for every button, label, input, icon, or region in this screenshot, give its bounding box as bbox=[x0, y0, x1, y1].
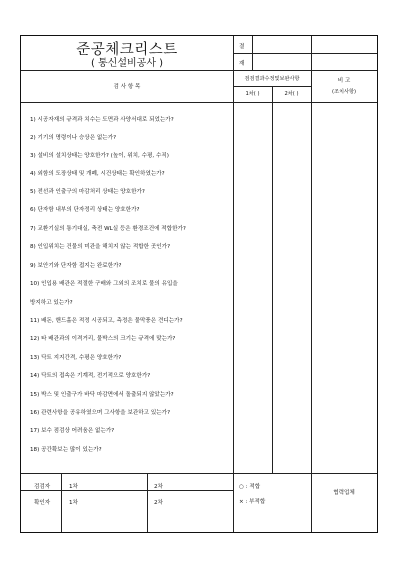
agreement-label: 협력업체 bbox=[333, 490, 355, 496]
confirmer-second: 2차 bbox=[154, 500, 163, 506]
checklist-item: 11) 배돈, 핸드홀은 적정 시공되고, 측정은 물막풍은 견디는가? bbox=[30, 318, 183, 324]
footer-top-divider bbox=[21, 473, 377, 474]
footer-row-divider bbox=[21, 490, 233, 491]
checklist-item: 4) 외함의 도장상태 및 개폐, 시건상태는 확인하였는가? bbox=[30, 171, 165, 177]
checklist-item: 8) 인입위치는 건물의 미관을 해치지 않는 적합한 곳인가? bbox=[30, 244, 171, 250]
footer-agreement-divider bbox=[311, 473, 312, 532]
checklist-item: 7) 교환기실의 통기대실, 축전 WL실 등은 환경조건에 적합한가? bbox=[30, 226, 186, 232]
approval-label-divider bbox=[252, 36, 253, 70]
approval-label-bottom: 재 bbox=[239, 61, 245, 67]
approval-row-divider bbox=[233, 53, 377, 54]
inspector-first: 1차 bbox=[69, 484, 78, 490]
footer-legend-divider bbox=[233, 473, 234, 532]
legend-bad: × : 부적합 bbox=[239, 499, 266, 505]
items-top-divider bbox=[21, 102, 377, 103]
column-header-results: 검검결과수정및보완사항 bbox=[244, 76, 300, 82]
checklist-item: 6) 단자함 내부의 단자정리 상태는 양호한가? bbox=[30, 207, 140, 213]
checklist-item: 방지하고 있는가? bbox=[30, 300, 73, 306]
checklist-item: 13) 닥트 지지간격, 수평은 양호한가? bbox=[30, 355, 122, 361]
checklist-item: 16) 관련사항을 공유하였으며 그사항을 보관하고 있는가? bbox=[30, 410, 171, 416]
items-column-divider bbox=[233, 36, 234, 473]
checklist-item: 2) 기기의 명령이나 승상은 없는가? bbox=[30, 135, 117, 141]
checklist-item: 18) 공간확보는 많이 있는가? bbox=[30, 447, 102, 453]
checklist-item: 9) 보안기와 단자함 접지는 완료한가? bbox=[30, 263, 122, 269]
checklist-item: 3) 설비의 설치상태는 양호한가? (높이, 위치, 수평, 수직) bbox=[30, 153, 169, 159]
inspector-second: 2차 bbox=[154, 484, 163, 490]
checklist-item: 1) 시공자재의 규격과 치수는 도면과 사양서대로 되었는가? bbox=[30, 117, 174, 123]
checklist-form bbox=[20, 35, 378, 533]
column-header-second: 2차( ) bbox=[284, 91, 299, 97]
confirmer-label: 확인자 bbox=[34, 500, 51, 506]
checklist-item: 10) 인입용 배관은 적절한 구배와 그외의 조치로 물의 유입을 bbox=[30, 281, 178, 287]
first-second-divider bbox=[272, 86, 273, 473]
checklist-item: 17) 보수 점검상 어려움은 없는가? bbox=[30, 428, 115, 434]
checklist-item: 5) 전선과 인출구의 마감처리 상태는 양호한가? bbox=[30, 189, 145, 195]
inspector-label: 검검자 bbox=[34, 484, 51, 490]
checklist-item: 15) 박스 및 인출구가 바닥 마감면에서 돌출되지 않았는가? bbox=[30, 392, 174, 398]
approval-label-top: 결 bbox=[239, 44, 245, 50]
footer-first-second-divider bbox=[147, 473, 148, 532]
checklist-item: 14) 닥트의 접속은 기계적, 전기적으로 양호한가? bbox=[30, 373, 151, 379]
confirmer-first: 1차 bbox=[69, 500, 78, 506]
column-header-remarks-sub: (조치사항) bbox=[331, 89, 357, 95]
form-title: 준공체크리스트 bbox=[76, 42, 178, 58]
results-remarks-divider bbox=[311, 36, 312, 473]
form-subtitle: ( 통신설비공사 ) bbox=[90, 58, 164, 69]
column-header-remarks: 비 고 bbox=[337, 78, 351, 84]
footer-label-divider bbox=[61, 473, 62, 532]
checklist-item: 12) 타 배관과의 이격거리, 물박스의 크기는 규격에 맞는가? bbox=[30, 336, 176, 342]
legend-good: ○ : 적합 bbox=[239, 484, 261, 490]
column-header-items: 검 사 항 목 bbox=[113, 84, 141, 90]
header-divider bbox=[21, 70, 377, 71]
column-header-first: 1차( ) bbox=[245, 91, 260, 97]
